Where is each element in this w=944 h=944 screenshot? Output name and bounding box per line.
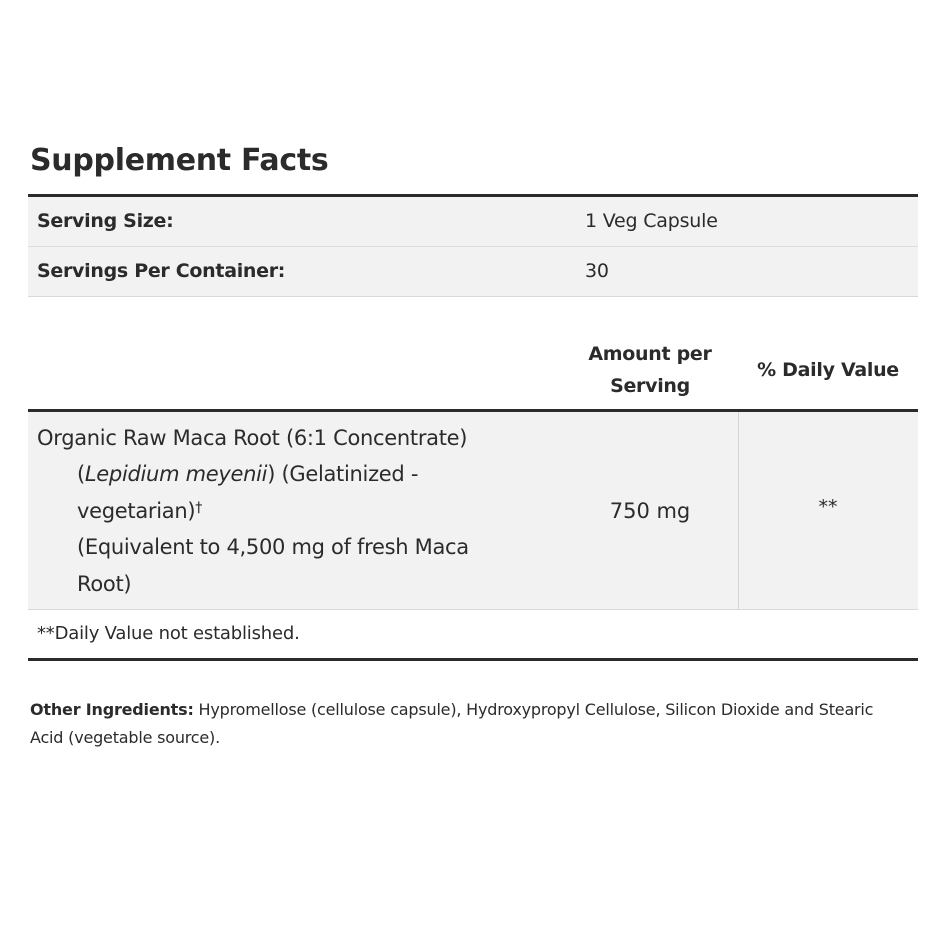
ingredient-row [28,412,918,610]
dagger-mark: † [195,500,202,516]
other-ingredients [30,696,910,752]
ingredient-name-line4: (Equivalent to 4,500 mg of fresh Maca [77,535,469,559]
ingredient-latin-name: Lepidium meyenii [84,462,268,486]
page-title: Supplement Facts [30,143,329,178]
serving-size-value: 1 Veg Capsule [585,210,718,232]
serving-size-label: Serving Size: [37,210,174,232]
serving-info-box [28,197,918,297]
column-divider [738,412,739,609]
amount-per-serving-header [565,338,735,402]
servings-per-container-value: 30 [585,260,609,282]
daily-value-footnote: **Daily Value not established. [37,623,300,644]
ingredient-amount: 750 mg [609,499,691,523]
ingredient-name-line1: Organic Raw Maca Root (6:1 Concentrate) [37,426,468,450]
amount-header-line2: Serving [610,375,690,397]
ingredient-daily-value: ** [818,496,838,518]
ingredient-name-line3 [77,499,202,523]
ingredient-name-line2 [77,462,418,486]
ingredient-line2-rest: ) (Gelatinized - [267,462,419,486]
ingredient-line3-text: vegetarian) [77,499,196,523]
servings-per-container-label: Servings Per Container: [37,260,286,282]
bottom-divider [28,658,918,661]
ingredient-name-line5: Root) [77,572,132,596]
amount-header-line1: Amount per [588,343,712,365]
ingredient-paren-open: ( [77,462,85,486]
daily-value-header: % Daily Value [757,359,899,381]
other-ingredients-label: Other Ingredients: [30,700,194,719]
serving-size-row [28,197,918,247]
servings-per-container-row [28,247,918,296]
other-ingredients-text: Hypromellose (cellulose capsule), Hydroxypropyl Cellulose, Silicon Dioxide and Stearic Acid (vegetable source). [30,700,874,747]
